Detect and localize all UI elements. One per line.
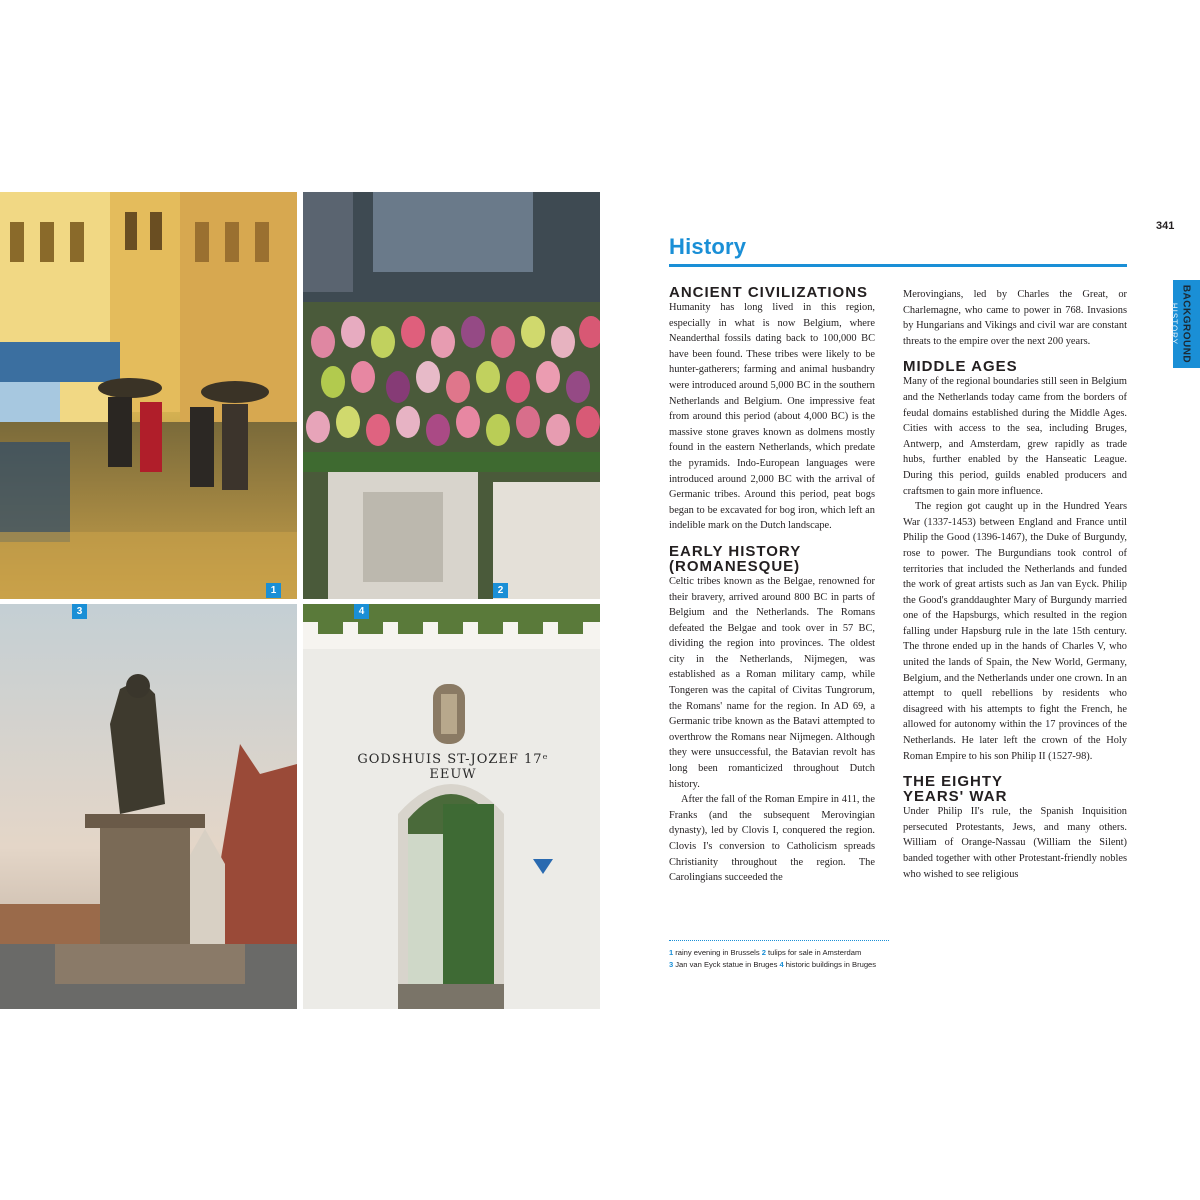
text-column-1: [669, 285, 875, 886]
side-tab-title: BACKGROUND: [1180, 284, 1192, 364]
photo-rainy-street: [0, 192, 297, 599]
caption-text: rainy evening in Brussels: [675, 948, 760, 957]
page-number: 341: [1156, 220, 1175, 232]
photo-badge: 4: [354, 604, 369, 619]
heading-eighty-years-war: THE EIGHTY YEARS' WAR: [903, 773, 1008, 806]
heading-middle-ages: MIDDLE AGES: [903, 358, 1018, 376]
caption-text: historic buildings in Bruges: [785, 960, 877, 969]
section-side-tab: [1169, 280, 1200, 368]
photo-captions: [669, 947, 879, 971]
text-column-2: [903, 287, 1127, 882]
body-paragraph: Merovingians, led by Charles the Great, or Charlemagne, who came to power in 768. Invasions by Hungarians and Vikings and civil war are constant threats to the empire over the next 200 years.: [903, 289, 1127, 347]
caption-divider: [669, 940, 889, 941]
page-title: History: [669, 234, 747, 259]
sign-text: GODSHUIS ST-JOZEF 17ᵉ EEUW: [357, 752, 549, 782]
body-paragraph: Under Philip II's rule, the Spanish Inquisition persecuted Protestants, Jews, and many others. William of Orange-Nassau (William the Silent) banded together with other Protestant-friendly nobles who wished to see religious: [903, 806, 1127, 880]
body-paragraph: After the fall of the Roman Empire in 411, the Franks (and the subsequent Merovingian dynasty), led by Clovis I, conquered the region. Clovis I's conversion to Catholicism spreads Christianity throughout the region. The Carolingians succeeded the: [669, 794, 875, 884]
caption-text: Jan van Eyck statue in Bruges: [675, 960, 778, 969]
side-tab-subtitle: HISTORY: [1169, 302, 1179, 346]
caption-number: 3: [669, 960, 674, 969]
photo-godshuis: [303, 604, 600, 1009]
caption-number: 4: [779, 960, 784, 969]
photo-badge: 1: [266, 583, 281, 598]
heading-ancient-civilizations: ANCIENT CIVILIZATIONS: [669, 284, 869, 301]
heading-early-history: EARLY HISTORY (ROMANESQUE): [669, 542, 801, 575]
caption-number: 1: [669, 948, 674, 957]
photo-tulips: [303, 192, 600, 599]
body-paragraph: Humanity has long lived in this region, especially in what is now Belgium, where Neanderthal fossils dating back to 100,000 BC have been found. These tribes were likely to be hunter-gatherers; farming and animal husbandry were introduced around 5,000 BC in the southern Netherlands and Belgium. One impressive feat from around this period (about 4,000 BC) is the massive stone graves known as dolmens mostly found in the eastern Netherlands, which predate the pyramids. Indo-European languages were introduced around 2,000 BC with the arrival of Germanic tribes. Around this period, peat bogs began to be excavated for bog iron, which left an indelible mark on the Dutch landscape.: [669, 302, 875, 532]
body-paragraph: Celtic tribes known as the Belgae, renowned for their bravery, arrived around 800 BC in parts of Belgium and the Netherlands. The Romans defeated the Belgae and took over in 57 BC, dividing the region into provinces. The oldest city in the Netherlands, Nijmegen, was established as a Roman military camp, while Tongeren was the capital of Civitas Tungrorum, the Romans' name for the region. In AD 69, a Germanic tribe known as the Batavi attempted to overthrow the Romans near Nijmegen. Although they were unsuccessful, the Batavian revolt has long been romanticized throughout Dutch history.: [669, 575, 875, 790]
photo-badge: 2: [493, 583, 508, 598]
title-rule: [669, 264, 1127, 267]
body-paragraph: The region got caught up in the Hundred Years War (1337-1453) between England and France until Philip the Good (1396-1467), the Duke of Burgundy, rose to power. The Burgundians took control of territories that included the Netherlands and funded the work of great artists such as Jan van Eyck. Philip the Good's granddaughter Mary of Burgundy married one of the Hapsburgs, which resulted in the region falling under Hapsburg rule in the late 15th century. The throne ended up in the hands of Charles V, who united the lands of Spain, the New World, Germany, Belgium, and the Netherlands under one crown. In an attempt to quell rebellions by residents who disagreed with his attempts to fight the French, he allowed for autonomy within the 17 provinces of the Netherlands. He later left the crown of the Holy Roman Empire to his son Philip II (1527-98).: [903, 501, 1127, 762]
caption-text: tulips for sale in Amsterdam: [768, 948, 862, 957]
photo-statue: [0, 604, 297, 1009]
photo-badge: 3: [72, 604, 87, 619]
body-paragraph: Many of the regional boundaries still seen in Belgium and the Netherlands today came from the borders of feudal domains established during the Middle Ages. Cities with access to the sea, including Bruges, Antwerp, and Amsterdam, grew rapidly as trade hubs, further enabled by the Hanseatic League. During this period, guilds enabled producers and craftsmen to gain more influence.: [903, 376, 1127, 497]
caption-number: 2: [761, 948, 767, 957]
